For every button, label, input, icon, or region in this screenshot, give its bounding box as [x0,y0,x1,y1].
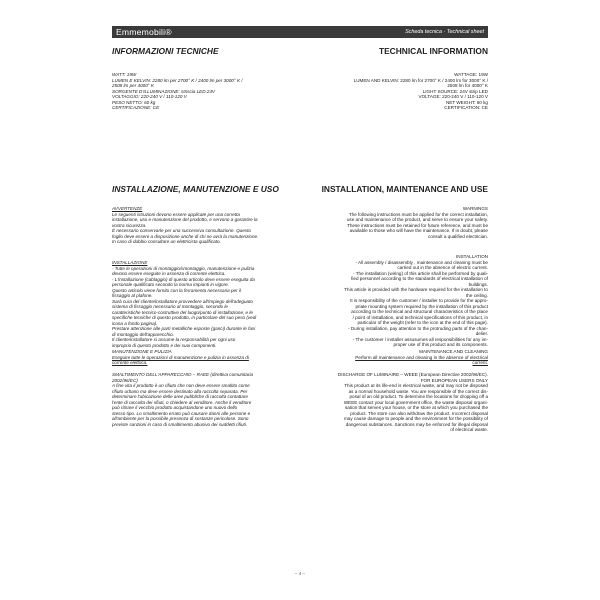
text-line: - The installation (wiring) of this article shall be performed by quali- [353,270,488,276]
warnings-block-en [306,206,488,239]
text-line: SMALTIMENTO DELL'APPARECCHIO – RAEE (direttiva comunitaria [112,372,254,377]
text-line: CERTIFICATION: CE [444,105,488,110]
text-line: This product at its life-end is electrical waste, and may not be disposed [344,383,488,388]
text-line: icona a fondo pagina). [112,320,158,326]
installation-block-en [306,254,488,348]
installation-block-it [112,260,294,348]
text-line: - L'installazione (cablaggio) di questo articolo deve essere eseguita da [112,276,255,282]
warnings-heading-en: WARNINGS [462,206,488,211]
text-line: the ceiling. [466,292,488,298]
maintenance-text-en [306,355,488,366]
install-title-en: INSTALLATION, MAINTENANCE AND USE [321,184,488,194]
disposal-block-it [112,372,294,427]
text-line: In caso di dubbio consultare un elettricista qualificato. [112,239,221,244]
text-line: CERTIFICAZIONE: CE [112,105,160,110]
text-line: foglio deve essere a disposizione anche di chi ne avrà la manutenzione. [112,233,259,239]
installation-text-en [306,260,488,348]
text-line: DISCHARGE OF LUMINAIRE – WEEE (European Directive 2002/96/EC). [337,372,488,377]
text-line: WEEE contact your local government office, the waste disposal organi- [343,399,488,405]
text-line: specifiche tecniche di questo prodotto, in particolare del suo peso (vedi [112,315,257,320]
text-line: fied personnel according to the standards of electrical installation of [351,276,488,281]
tech-info-en [306,72,488,111]
text-line: A fine vita il prodotto è un rifiuto che non deve essere smaltito come [112,383,250,388]
text-line: Eseguire tutte le operazioni di manutenzione e pulizia in assenza di [112,354,249,360]
text-line: 2508 lm per 4000° K [112,83,154,88]
text-line: 2002/96/EC) [112,377,138,383]
warnings-heading-it: AVVERTENZE [112,206,143,211]
installation-heading-en: INSTALLATION [456,254,488,259]
text-line: WATTAGE: 19W [454,72,488,77]
install-title-it: INSTALLAZIONE, MANUTENZIONE E USO [112,184,279,194]
text-line: di montaggio dell'apparecchio. [112,331,174,337]
text-line: current. [472,360,488,365]
text-line: improprio di questo prodotto e dei suoi componenti. [112,342,217,348]
text-line: product. The store can also withdraw the product. Incorrect disposal [350,410,488,416]
text-line: personale qualificato secondo la norma impianti in vigore. [112,282,229,287]
text-line: LUMEN AND KELVIN: 2280 lm for 2700° K / 2400 lm for 3000° K / [353,77,488,83]
tech-info-it [112,72,294,111]
text-line: buildings. [468,281,488,287]
text-line: fissaggio al plafone. [112,293,153,298]
tech-title-en: TECHNICAL INFORMATION [378,46,488,56]
page-number: – 4 – [294,571,306,576]
text-line: determinare l'ubicazione delle aree pubbliche di raccolta contattare [112,394,248,399]
text-line: vostra sicurezza. [112,222,147,228]
brand-logo: Emmemobili® [116,27,172,37]
warnings-block-it [112,206,294,245]
tech-title-it: INFORMAZIONI TECNICHE [112,46,219,56]
text-line: delier. [475,331,488,336]
maintenance-block-it [112,349,294,366]
text-line: l'ente di raccolta dei rifiuti, o chiedere al venditore. Anche il venditore [112,399,252,405]
text-line: È necessario conservarle per una successiva consultazione. Questo [112,228,251,233]
text-line: of electrical waste. [450,427,488,432]
disposal-text-en [306,383,488,433]
text-line: - The customer / installer assusumes all responsibilities for any im- [352,336,488,342]
text-line: WATT: 19W [112,72,137,77]
text-line: sistema di fissaggio necessario al montaggio, secondo le [112,304,228,309]
text-line: - All assembly / disassembly , maintenance and cleaning must be [355,259,488,265]
text-line: sation that serves your house, or the store at which you purchased the [345,405,488,410]
text-line: all'ambiente per la possibile presenza di sostanze pericolose. Sono [112,416,249,421]
text-line: available to those who will have the maintenance. If in doubt, please [349,228,488,233]
text-line: particular of the weight (refer to the icon at the end of this page). [357,320,488,325]
text-line: proper use of this product and its components. [393,342,488,347]
text-line: priate mounting system required by the installation of this product [355,303,488,309]
text-line: FOR EUROPEAN USERS ONLY [420,377,488,383]
text-line: caratteristiche tecnico-costruttive del luogo/punto di installazione, e le [112,309,253,315]
text-line: according to the technical and structural characteristics of the place [351,309,488,314]
text-line: installazione, uso e manutenzione del prodotto, e servono a garantire la [112,217,258,222]
maintenance-heading-it: MANUTENZIONE E PULIZIA [112,349,172,354]
text-line: consult a qualified electrician. [427,233,488,239]
disposal-heading-en [306,372,488,383]
header-bar [112,26,488,38]
text-line: Sarà cura del cliente/installatore provvedere all'impiego dell'adeguato [112,298,253,304]
text-line: rifiuto urbano ma deve essere destinato alla raccolta separata. Per [112,388,248,394]
text-line: Questo articolo viene fornito con la ferramenta necessaria per il [112,287,241,293]
text-line: VOLTAGGIO: 220-240 V / 110-120 V [112,94,187,99]
text-line: may cause damage to people and the environment for the possibility of [343,416,488,421]
text-line: può ritirare il vecchio prodotto acquistandone uno nuovo dello [112,405,238,410]
text-line: carried out in the absence of electric current. [397,265,488,270]
warnings-text-it [112,212,294,245]
text-line: PESO NETTO: 60 kg [112,99,156,105]
maintenance-heading-en: MAINTENANCE AND CLEANING [419,349,488,354]
warnings-text-en [306,212,488,240]
text-line: - During installation, pay attention to the protruding parts of the chan- [348,325,488,331]
text-line: NET WEIGHT: 60 kg [445,99,488,105]
text-line: VOLTAGE: 220-240 V / 110-120 V [418,94,488,99]
text-line: Le seguenti istruzioni devono essere applicate per una corretta [112,211,240,217]
text-line: corrente elettrica. [112,360,148,365]
disposal-block-en [306,372,488,433]
maintenance-block-en [306,349,488,366]
text-line: previste sanzioni in caso di smaltimento abusivo dei suddetti rifiuti. [112,421,248,427]
text-line: use and maintenance of the product, and serve to ensure your safety. [346,217,488,222]
text-line: These instructions must be retained for future reference, and must be [347,222,488,228]
text-line: - Tutte le operazioni di montaggio/smontaggio, manutenzione e pulizia [112,265,255,271]
disposal-text-it [112,383,294,427]
text-line: Il cliente/installatore si assume la responsabilità per ogni uso [112,337,236,342]
text-line: This article is provided with the hardware required for the installation to [344,287,488,292]
text-line: 2508 lm for 4000° K [447,83,488,88]
text-line: stesso tipo. Lo smaltimento errato può causare danni alle persone e [112,410,251,416]
installation-text-it [112,266,294,349]
text-line: The following instructions must be applied for the correct installation, [348,211,488,217]
sheet-label: Scheda tecnica · Technical sheet [405,29,484,35]
text-line: It is responsibility of the customer / installer to provide for the appro- [350,298,488,303]
text-line: SORGENTE D'ILLUMINAZIONE: striscia LED 24V [112,88,215,94]
text-line: dangerous substances. Sanctions may be enforced for illegal disposal [345,421,488,427]
text-line: LUMEN E KELVIN: 2280 lm per 2700° K / 2400 lm per 3000° K / [112,77,243,83]
text-line: as a normal household waste. You are responsible of the correct dis- [348,388,488,394]
text-line: Prestare attenzione alle parti metalliche esposte (ganci) durante le fasi [112,326,256,331]
text-line: Perform all maintenance and cleaning in the absence of electrical [355,354,488,360]
maintenance-text-it [112,355,294,366]
text-line: / point of installation, and technical specifications of this product, in [352,314,488,320]
text-line: LIGHT SOURCE: 24V strip LED [422,88,488,94]
disposal-heading-it [112,372,294,383]
text-line: posal of an old product. To determine the locations for dropping off a [349,394,488,399]
text-line: devono essere eseguite in assenza di corrente elettrica. [112,271,226,276]
installation-heading-it: INSTALLAZIONE [112,260,148,265]
